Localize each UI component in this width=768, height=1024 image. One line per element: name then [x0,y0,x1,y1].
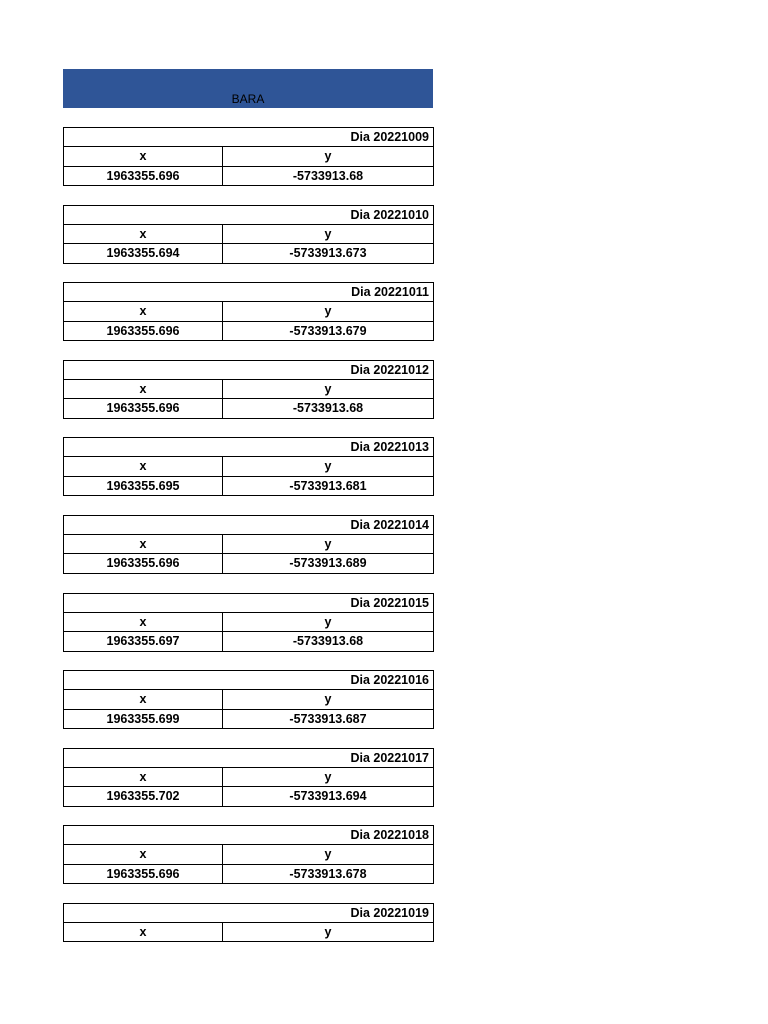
column-header-row [63,147,434,167]
table-row [63,167,434,187]
day-block [63,748,434,807]
column-header-x: x [64,225,223,244]
column-header-x: x [64,302,223,321]
table-row [63,322,434,342]
y-value: -5733913.679 [289,323,367,338]
day-block [63,903,434,962]
x-value: 1963355.696 [64,554,223,573]
table-row [63,554,434,574]
day-block [63,360,434,419]
column-header-row [63,923,434,943]
column-header-y: y [324,149,332,163]
column-header-y: y [324,536,332,551]
y-value: -5733913.694 [289,789,367,804]
day-block [63,593,434,652]
day-label: Dia 20221011 [63,282,434,302]
table-row [63,865,434,885]
day-block [63,127,434,186]
column-header-y: y [324,769,332,784]
x-value: 1963355.696 [64,399,223,418]
y-value: -5733913.689 [289,556,367,571]
column-header-x: x [64,845,223,864]
x-value: 1963355.696 [64,322,223,341]
column-header-y: y [324,304,332,319]
column-header-x: x [64,147,223,166]
column-header-x: x [64,535,223,554]
column-header-y: y [324,381,332,396]
column-header-row [63,457,434,477]
day-label: Dia 20221018 [63,825,434,845]
table-row [63,632,434,652]
x-value: 1963355.696 [64,167,223,186]
y-value: -5733913.68 [292,634,364,649]
column-header-y: y [324,924,332,939]
y-value: -5733913.68 [292,168,364,183]
column-header-x: x [64,768,223,787]
x-value: 1963355.696 [64,865,223,884]
x-value: 1963355.697 [64,632,223,651]
day-block [63,515,434,574]
day-label: Dia 20221016 [63,670,434,690]
day-label: Dia 20221014 [63,515,434,535]
column-header-y: y [324,847,332,862]
day-block [63,437,434,496]
day-block [63,825,434,884]
title-banner [63,69,433,108]
column-header-row [63,225,434,245]
column-header-row [63,845,434,865]
column-header-row [63,535,434,555]
day-blocks-list [63,127,434,981]
day-label: Dia 20221017 [63,748,434,768]
table-row [63,399,434,419]
column-header-row [63,768,434,788]
day-label: Dia 20221012 [63,360,434,380]
table-row [63,477,434,497]
x-value: 1963355.702 [64,787,223,806]
table-row [63,244,434,264]
day-label: Dia 20221019 [63,903,434,923]
x-value: 1963355.694 [64,244,223,263]
column-header-y: y [324,614,332,629]
column-header-row [63,380,434,400]
day-block [63,670,434,729]
column-header-row [63,613,434,633]
column-header-x: x [64,457,223,476]
x-value: 1963355.695 [64,477,223,496]
day-label: Dia 20221009 [63,127,434,147]
y-value: -5733913.687 [289,711,367,726]
y-value: -5733913.673 [289,246,367,261]
column-header-row [63,302,434,322]
day-block [63,282,434,341]
x-value: 1963355.699 [64,710,223,729]
column-header-x: x [64,613,223,632]
column-header-x: x [64,380,223,399]
y-value: -5733913.681 [289,478,367,493]
column-header-x: x [64,690,223,709]
day-label: Dia 20221015 [63,593,434,613]
column-header-y: y [324,692,332,707]
column-header-row [63,690,434,710]
column-header-y: y [324,226,332,241]
column-header-y: y [324,459,332,474]
page-title: BARA [231,92,265,106]
column-header-x: x [64,923,223,942]
y-value: -5733913.68 [292,401,364,416]
y-value: -5733913.678 [289,866,367,881]
day-label: Dia 20221013 [63,437,434,457]
day-block [63,205,434,264]
table-row [63,710,434,730]
table-row [63,787,434,807]
day-label: Dia 20221010 [63,205,434,225]
